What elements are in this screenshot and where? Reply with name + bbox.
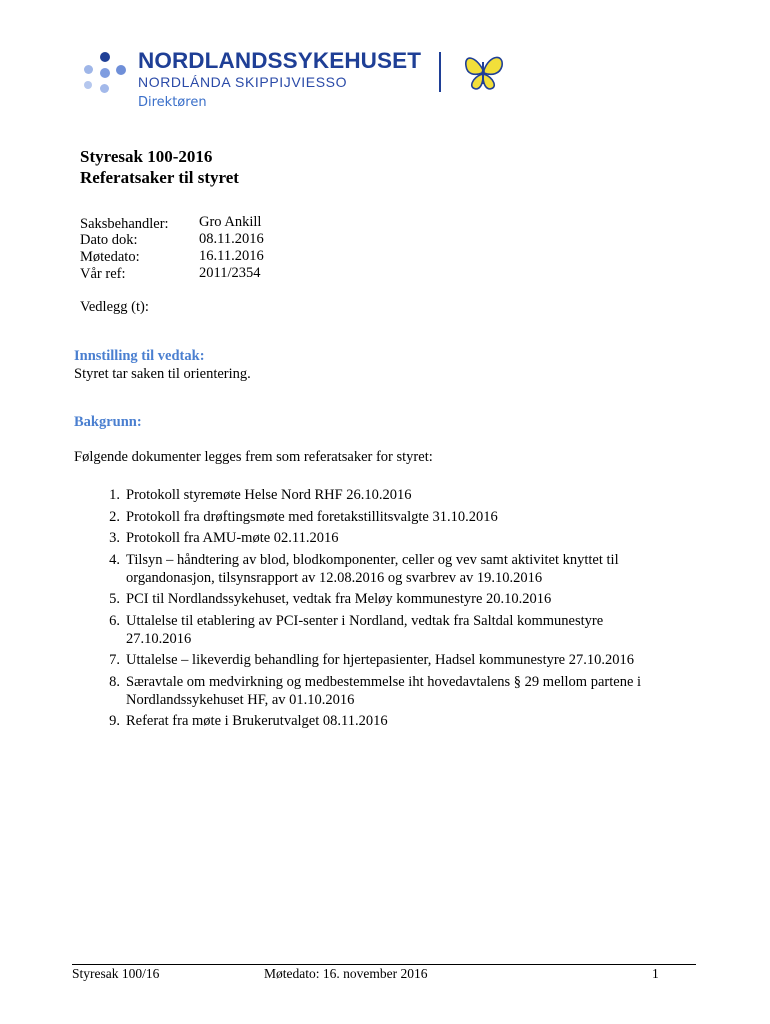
background-heading: Bakgrunn: [74, 414, 142, 430]
list-item-number: 8. [109, 673, 120, 690]
list-item [78, 712, 678, 730]
list-item-text: Tilsyn – håndtering av blod, blodkomponenter, celler og vev samt aktivitet knyttet til [126, 551, 619, 568]
list-item-number: 6. [109, 612, 120, 629]
list-item [78, 651, 678, 669]
list-item-number: 5. [109, 591, 120, 607]
list-item-text: PCI til Nordlandssykehuset, vedtak fra Meløy kommunestyre 20.10.2016 [126, 591, 552, 607]
list-item [78, 486, 678, 504]
list-item-text: Referat fra møte i Brukerutvalget 08.11.2016 [126, 713, 388, 729]
footer-case-number: Styresak 100/16 [72, 966, 160, 981]
meta-value-reference: 2011/2354 [199, 265, 261, 281]
background-intro: Følgende dokumenter legges frem som referatsaker for styret: [74, 449, 433, 465]
list-item-text: Uttalelse til etablering av PCI-senter i Nordland, vedtak fra Saltdal kommunestyre [126, 612, 604, 629]
list-item-text-continued: organdonasjon, tilsynsrapport av 12.08.2016 og svarbrev av 19.10.2016 [126, 569, 543, 586]
logo-divider [439, 52, 441, 92]
list-item-number: 7. [109, 652, 120, 668]
org-name: NORDLANDSSYKEHUSET [138, 48, 422, 73]
footer-divider [72, 964, 696, 965]
recommendation-text: Styret tar saken til orientering. [74, 366, 251, 382]
case-number: Styresak 100-2016 [80, 147, 213, 166]
list-item-text: Uttalelse – likeverdig behandling for hjertepasienter, Hadsel kommunestyre 27.10.2016 [126, 652, 634, 668]
list-item-text: Særavtale om medvirkning og medbestemmelse iht hovedavtalens § 29 mellom partene i [126, 673, 642, 690]
footer-meeting-date: Møtedato: 16. november 2016 [264, 966, 428, 981]
logo-dots [80, 48, 130, 98]
case-title: Referatsaker til styret [80, 168, 239, 187]
list-item [78, 508, 678, 526]
list-item-text: Protokoll styremøte Helse Nord RHF 26.10.2016 [126, 487, 412, 503]
butterfly-icon [458, 48, 508, 94]
org-name-sami: NORDLÁNDA SKIPPIJVIESSO [138, 74, 348, 90]
department-label: Direktøren [138, 95, 207, 110]
list-item [78, 673, 678, 709]
footer-page-number: 1 [652, 966, 659, 981]
meta-value-meeting-date: 16.11.2016 [199, 248, 264, 264]
list-item-number: 2. [109, 508, 120, 525]
list-item [78, 612, 678, 648]
meta-label-handler: Saksbehandler: [80, 216, 169, 232]
meta-label-doc-date: Dato dok: [80, 232, 138, 248]
list-item-number: 4. [109, 551, 120, 568]
document-list [78, 486, 678, 734]
list-item-number: 1. [109, 487, 120, 503]
list-item-number: 9. [109, 713, 120, 729]
meta-label-reference: Vår ref: [80, 266, 126, 282]
recommendation-heading: Innstilling til vedtak: [74, 348, 205, 364]
meta-value-handler: Gro Ankill [199, 214, 262, 230]
list-item-text-continued: 27.10.2016 [126, 630, 192, 647]
list-item-text: Protokoll fra drøftingsmøte med foretakstillitsvalgte 31.10.2016 [126, 508, 498, 525]
list-item [78, 529, 678, 547]
meta-label-meeting-date: Møtedato: [80, 249, 140, 265]
list-item-text: Protokoll fra AMU-møte 02.11.2016 [126, 530, 339, 546]
list-item [78, 551, 678, 587]
attachments-label: Vedlegg (t): [80, 299, 149, 315]
meta-value-doc-date: 08.11.2016 [199, 231, 264, 247]
list-item-number: 3. [109, 530, 120, 546]
list-item-text-continued: Nordlandssykehuset HF, av 01.10.2016 [126, 691, 355, 708]
list-item [78, 590, 678, 608]
